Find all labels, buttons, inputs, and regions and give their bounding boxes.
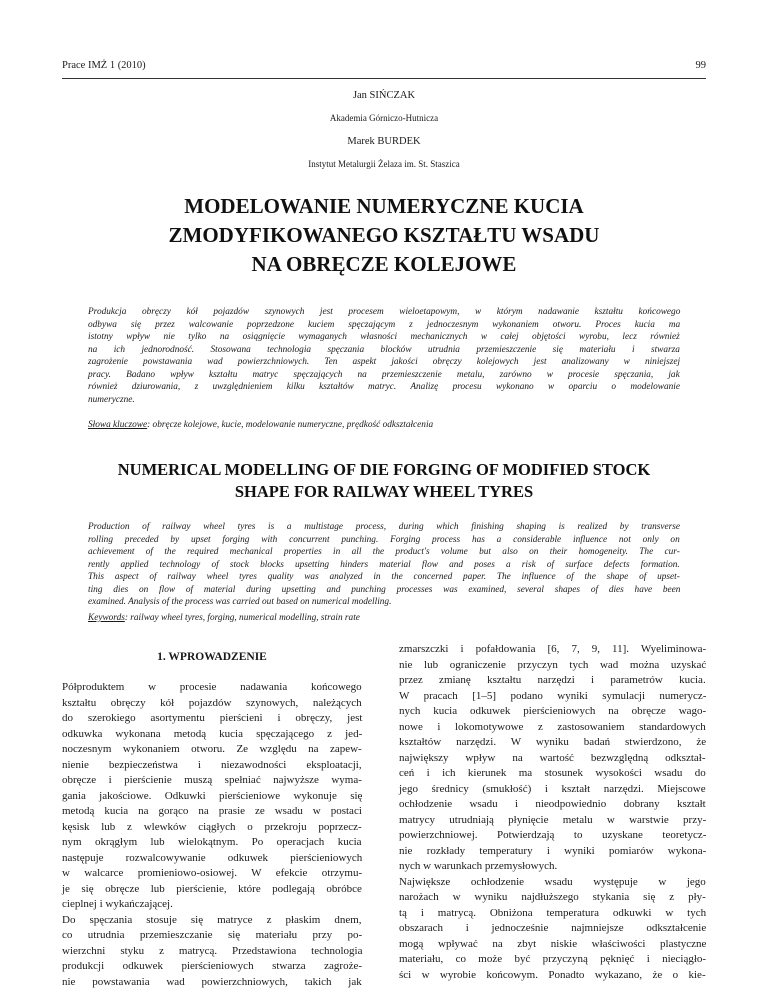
author-2-name: Marek BURDEK <box>347 136 421 147</box>
keywords-english <box>88 613 680 623</box>
body-text-line: kształtów narzędzi. W wyniku badań stwierdzono, że <box>399 736 707 748</box>
author-1-name: Jan SIŃCZAK <box>352 90 416 101</box>
abstract-polish <box>88 306 680 406</box>
body-text-line: tą i matrycą. Obniżona temperatura odkuwki w tych <box>399 906 707 919</box>
abstract-line: zagrożenie powstawania wad powierzchniowych. Ten aspekt jakości obręczy kolejowych jest analizowany w niniejszej <box>88 357 681 367</box>
abstract-line: achievement of the required mechanical properties in all the product's volume but also on their homogeneity. The cur- <box>88 547 680 557</box>
abstract-line: numeryczne. <box>88 394 135 405</box>
page-number: 99 <box>695 60 706 71</box>
body-text-line: Największe ochłodzenie wsadu występuje w jego <box>399 875 706 888</box>
abstract-line: pracy. Badano wpływ kształtu matryc spęczających na przemieszczenie metalu, zarówno w procesie spęczania, jak <box>88 369 680 380</box>
keywords-polish <box>88 420 680 430</box>
keywords-polish-label: Słowa kluczowe <box>88 420 148 430</box>
body-text-line: jego średnicy (smukłość) i kształt narzędzi. Miejscowe <box>399 782 706 795</box>
body-text-line: metodą kucia na gorąco na prasie ze wsadu w postaci <box>62 805 362 817</box>
body-text-line: nie powstawania wad powierzchniowych, takich jak <box>62 975 362 988</box>
body-text-line: przez zmianę kształtu narzędzi i parametrów kucia. <box>399 674 706 686</box>
body-text-line: produkcji odkuwek pierścieniowych stwarza zagroże- <box>62 960 363 972</box>
body-text-line: nienie bezpieczeństwa i niezawodności eksploatacji, <box>62 758 362 771</box>
author-2-affiliation: Instytut Metalurgii Żelaza im. St. Staszica <box>308 159 460 169</box>
body-text-line: W pracach [1–5] podano wyniki symulacji numerycz- <box>399 689 707 702</box>
body-text-line: nowe i lokomotywowe z zastosowaniem standardowych <box>399 720 706 733</box>
body-text-line: kęsisk lub z wlewków ciągłych o przekroju poprzecz- <box>62 820 362 833</box>
body-text-line: ceń i ich kierunek ma stosunek wysokości wsadu do <box>399 767 706 779</box>
body-text-line: wierzchni styku z matrycą. Przedstawiona technologia <box>62 944 363 957</box>
keywords-english-text: : railway wheel tyres, forging, numerical modelling, strain rate <box>124 613 360 623</box>
body-text-line: Do spęczania stosuje się matryce z płaskim dnem, <box>62 913 362 926</box>
body-text-line: nych w warunkach przemysłowych. <box>399 860 558 872</box>
abstract-line: This aspect of railway wheel tyres quality was analyzed in the concerned paper. The influence of the shape of upset- <box>88 572 680 582</box>
keywords-polish-text: : obręcze kolejowe, kucie, modelowanie numeryczne, prędkość odkształcenia <box>147 420 434 430</box>
abstract-line: rently applied technology of stock blocks upsetting hinders material flow and poses a risk of surface defects formation. <box>88 559 680 570</box>
abstract-line: examined. Analysis of the process was carried out based on numerical modelling. <box>88 597 392 607</box>
title-polish-line: MODELOWANIE NUMERYCZNE KUCIA <box>184 194 584 218</box>
body-text-line: kształtu obręczy kół pojazdów szynowych, należących <box>62 696 362 709</box>
body-text-line: matrycy utrudniają płynięcie metalu w warstwie przy- <box>399 813 707 826</box>
abstract-english <box>88 521 680 609</box>
journal-reference: Prace IMŻ 1 (2010) <box>62 60 146 71</box>
section-heading: 1. WPROWADZENIE <box>157 651 267 663</box>
header-rule <box>62 78 706 79</box>
body-text-line: nie rozkłady temperatury i wyniki pomiarów wykona- <box>399 844 707 857</box>
body-text-line: w walcarce promieniowo-osiowej. W efekcie otrzymu- <box>62 867 363 879</box>
body-text-line: narożach w wyniku najdłuższego stykania się z pły- <box>399 891 706 903</box>
abstract-line: Produkcja obręczy kół pojazdów szynowych jest procesem wieloetapowym, w którym nadawanie kształtu końcowego <box>88 307 681 317</box>
body-text-line: materiału, co może być przyczyną pęknięć i nieciągło- <box>399 953 707 965</box>
body-text-line: cieplnej i wykańczającej. <box>62 898 173 910</box>
abstract-line: rolling preceded by upset forging with concurrent punching. Forging process has a considerable influence not only on <box>88 534 680 545</box>
body-text-line: zmarszczki i pofałdowania [6, 7, 9, 11]. Wyeliminowa- <box>399 643 707 655</box>
title-english-line: NUMERICAL MODELLING OF DIE FORGING OF MODIFIED STOCK <box>117 460 651 479</box>
body-text-line: mogą wpływać na zbyt niskie właściwości plastyczne <box>399 937 707 950</box>
body-text-line: co utrudnia przemieszczanie się materiału przy po- <box>62 929 363 941</box>
body-text-line: nych kucia odkuwek pierścieniowych na obręcze wago- <box>399 705 707 717</box>
body-text-line: ści w wyrobie końcowym. Ponadto wykazano, że o kie- <box>399 968 706 981</box>
body-text-line: gania jakościowe. Odkuwki pierścieniowe wykonuje się <box>62 789 363 802</box>
body-text-line: obręcze i pierścienie muszą spełniać najwyższe wyma- <box>62 774 362 786</box>
body-text-line: ochłodzenie wsadu i nieodpowiednio dobrany kształt <box>399 798 706 810</box>
keywords-english-label: Keywords <box>88 613 125 623</box>
title-polish <box>90 192 678 279</box>
abstract-line: ting dies on flow of material during upsetting and punching processes was examined, several shapes of dies have been <box>88 584 681 595</box>
body-text-line: odkuwka wykonana metodą kucia spęczającego z jed- <box>62 727 363 740</box>
body-text-line: powierzchniowej. Potwierdzają to uzyskane teoretycz- <box>399 829 707 841</box>
body-text-line: obszarach i jednocześnie najmniejsze odkształcenie <box>399 922 707 934</box>
body-text-line: nie lub ograniczenie przyczyn tych wad można uzyskać <box>399 658 707 671</box>
title-english <box>90 459 678 503</box>
abstract-line: Production of railway wheel tyres is a multistage process, during which finishing shaping is realized by transverse <box>88 522 680 532</box>
title-polish-line: NA OBRĘCZE KOLEJOWE <box>251 252 517 276</box>
body-text-line: następuje rozwalcowywanie odkuwek pierścieniowych <box>62 851 363 864</box>
body-text-line: nym okrągłym lub wielokątnym. Po operacjach kucia <box>62 836 362 848</box>
body-text-line: do szerokiego asortymentu pierścieni i obręczy, jest <box>62 712 363 724</box>
abstract-line: odbywa się przez walcowanie poprzedzone kuciem spęczającym z jednoczesnym wykonaniem otworu. Proces kucia ma <box>88 319 681 330</box>
body-text-line: je się obręcze lub pierścienie, które podlegają obróbce <box>62 882 362 895</box>
body-text-line: największy wpływ na wartość bezwzględną odkształ- <box>399 751 706 764</box>
abstract-line: na ich jednorodność. Stosowana technologia spęczania blocków utrudnia przemieszczenie się materiału i stwarza <box>88 344 680 355</box>
title-english-line: SHAPE FOR RAILWAY WHEEL TYRES <box>234 482 534 501</box>
body-text-line: noczesnym wykonaniem otworu. Ze względu na zapew- <box>62 743 362 755</box>
abstract-line: istotny wpływ nie tylko na osiągnięcie wymaganych własności mechanicznych w całej objętości wyrobu, lecz również <box>88 332 680 342</box>
author-1-affiliation: Akademia Górniczo-Hutnicza <box>329 113 439 123</box>
body-text-line: Półproduktem w procesie nadawania końcowego <box>62 681 362 693</box>
abstract-line: również dziurowania, z uwzględnieniem kilku kształtów matryc. Analizę procesu wykonano w oparciu o modelowanie <box>88 382 680 392</box>
title-polish-line: ZMODYFIKOWANEGO KSZTAŁTU WSADU <box>168 223 600 247</box>
